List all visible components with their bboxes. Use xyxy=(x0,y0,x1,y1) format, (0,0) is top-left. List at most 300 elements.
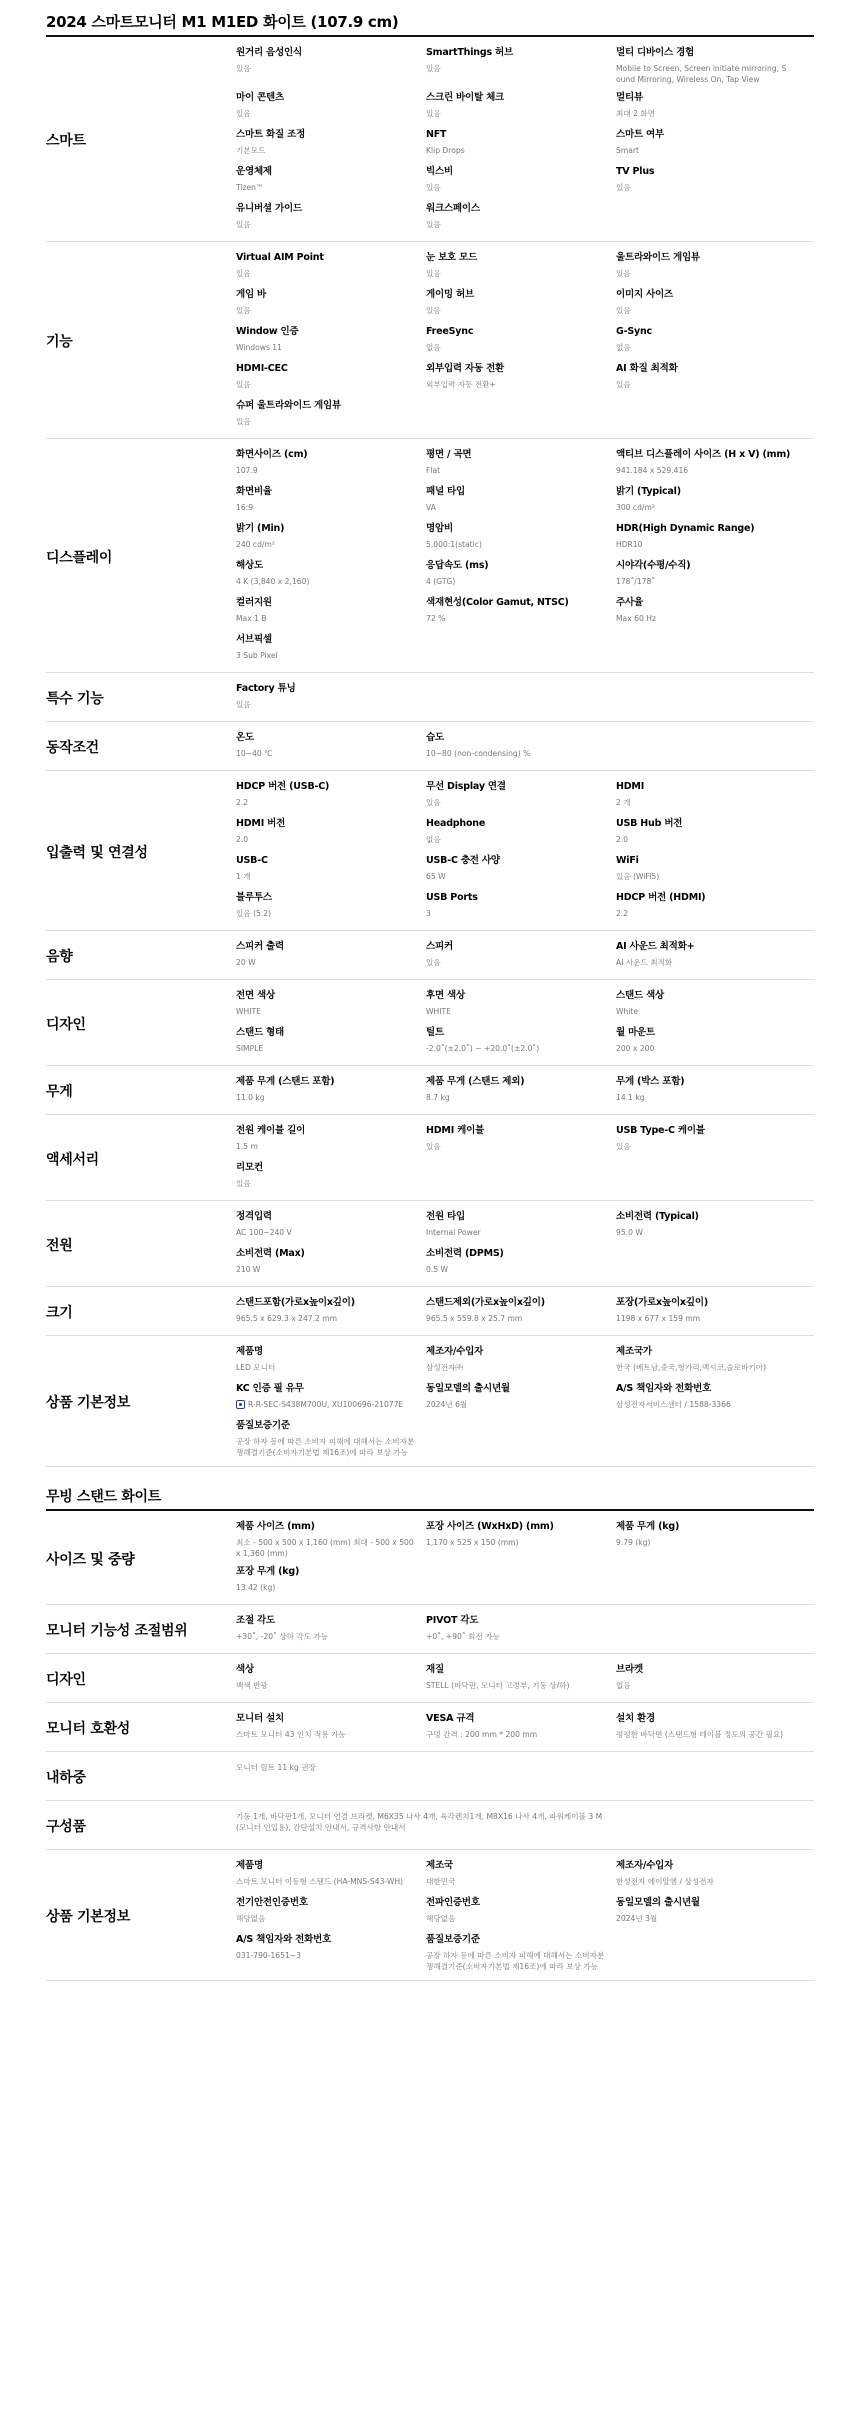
spec-label: HDMI xyxy=(616,781,645,792)
section-title: 기능 xyxy=(46,334,73,350)
spec-label: 색상 xyxy=(236,1664,254,1675)
spec-value: 200 x 200 xyxy=(616,1044,655,1053)
spec-label: Factory 튜닝 xyxy=(236,683,296,694)
spec-item xyxy=(236,400,426,430)
spec-item xyxy=(616,289,796,319)
spec-grid xyxy=(236,990,814,1057)
spec-item xyxy=(236,1162,426,1192)
spec-grid xyxy=(236,449,814,664)
spec-label: 무선 Display 연결 xyxy=(426,781,506,792)
spec-item xyxy=(236,252,426,282)
spec-value: 삼성전자㈜ xyxy=(426,1363,463,1372)
spec-section xyxy=(46,1115,814,1201)
spec-section xyxy=(46,931,814,980)
spec-section xyxy=(46,439,814,673)
spec-item xyxy=(236,1211,426,1241)
spec-label: 스탠드 형태 xyxy=(236,1027,284,1038)
spec-section xyxy=(46,1801,814,1850)
spec-label: 조절 각도 xyxy=(236,1615,276,1626)
spec-value: 65 W xyxy=(426,872,446,881)
spec-label: 포장(가로x높이x깊이) xyxy=(616,1297,708,1308)
spec-item xyxy=(616,523,796,553)
spec-label: 화면사이즈 (cm) xyxy=(236,449,308,460)
spec-value: SIMPLE xyxy=(236,1044,264,1053)
spec-item xyxy=(616,1521,796,1559)
spec-value: 백색 반광 xyxy=(236,1681,268,1690)
spec-label: 게임 바 xyxy=(236,289,267,300)
spec-item xyxy=(236,1420,426,1458)
spec-value: 3 Sub Pixel xyxy=(236,651,278,660)
spec-item xyxy=(426,1346,616,1376)
spec-value: Windows 11 xyxy=(236,343,282,352)
spec-value: 있음 xyxy=(236,380,251,389)
spec-label: 게이밍 허브 xyxy=(426,289,474,300)
spec-label: 제품명 xyxy=(236,1860,263,1871)
spec-item xyxy=(616,855,796,885)
section-title: 무게 xyxy=(46,1084,73,1100)
spec-section xyxy=(46,1605,814,1654)
spec-label: 동일모델의 출시년월 xyxy=(616,1897,700,1908)
spec-grid xyxy=(236,1860,814,1972)
spec-value: 2.0 xyxy=(616,835,629,844)
spec-value: 14.1 kg xyxy=(616,1093,645,1102)
spec-value: 1198 x 677 x 159 mm xyxy=(616,1314,701,1323)
spec-item xyxy=(236,1811,616,1841)
spec-value: 스마트 모니터 43 인치 적용 가능 xyxy=(236,1730,346,1739)
spec-label: TV Plus xyxy=(616,166,655,177)
spec-label: 정격입력 xyxy=(236,1211,272,1222)
spec-label: 이미지 사이즈 xyxy=(616,289,673,300)
spec-label: WiFi xyxy=(616,855,639,866)
spec-item xyxy=(426,289,616,319)
spec-label: 포장 사이즈 (WxHxD) (mm) xyxy=(426,1521,554,1532)
spec-value: VA xyxy=(426,503,436,512)
spec-label: 밝기 (Typical) xyxy=(616,486,681,497)
spec-value: Mobile to Screen, Screen initiate mirroring, Sound Mirroring, Wireless On, Tap View xyxy=(616,64,787,84)
spec-value: 5,000:1(static) xyxy=(426,540,482,549)
spec-label: 해상도 xyxy=(236,560,263,571)
spec-item xyxy=(236,597,426,627)
spec-label: A/S 책임자와 전화번호 xyxy=(236,1934,332,1945)
spec-item xyxy=(236,1897,426,1927)
spec-grid xyxy=(236,1664,814,1694)
spec-section xyxy=(46,980,814,1066)
spec-item xyxy=(236,129,426,159)
spec-label: 운영체제 xyxy=(236,166,272,177)
spec-item xyxy=(426,892,616,922)
spec-label: 전면 색상 xyxy=(236,990,276,1001)
spec-label: 스피커 xyxy=(426,941,453,952)
spec-item xyxy=(616,597,796,627)
spec-label: 제품 사이즈 (mm) xyxy=(236,1521,315,1532)
spec-grid xyxy=(236,683,814,713)
spec-label: 설치 환경 xyxy=(616,1713,656,1724)
spec-grid xyxy=(236,1762,814,1792)
spec-label: Headphone xyxy=(426,818,486,829)
spec-item xyxy=(426,781,616,811)
spec-item xyxy=(426,1897,616,1927)
section-title: 상품 기본정보 xyxy=(46,1395,130,1411)
spec-item xyxy=(616,486,796,516)
spec-item xyxy=(426,990,616,1020)
spec-grid xyxy=(236,941,814,971)
spec-section xyxy=(46,1511,814,1605)
spec-value: 해당없음 xyxy=(426,1914,456,1923)
spec-value: 대한민국 xyxy=(426,1877,456,1886)
spec-item xyxy=(236,1521,426,1559)
spec-label: 재질 xyxy=(426,1664,444,1675)
spec-label: USB Type-C 케이블 xyxy=(616,1125,705,1136)
spec-item xyxy=(426,1521,616,1559)
spec-label: 눈 보호 모드 xyxy=(426,252,478,263)
spec-item xyxy=(236,523,426,553)
section-title: 입출력 및 연결성 xyxy=(46,844,148,861)
spec-value: AC 100~240 V xyxy=(236,1228,292,1237)
spec-label: 원거리 음성인식 xyxy=(236,47,302,58)
spec-item xyxy=(236,634,426,664)
spec-item xyxy=(236,289,426,319)
spec-value: 0.5 W xyxy=(426,1265,448,1274)
spec-value: 1,170 x 525 x 150 (mm) xyxy=(426,1538,519,1547)
spec-label: 스탠드포함(가로x높이x깊이) xyxy=(236,1297,355,1308)
spec-label: PIVOT 각도 xyxy=(426,1615,479,1626)
spec-value: 95.0 W xyxy=(616,1228,643,1237)
spec-item xyxy=(426,449,616,479)
spec-item xyxy=(616,252,796,282)
spec-label: 서브픽셀 xyxy=(236,634,272,645)
spec-item xyxy=(616,92,796,122)
spec-value: 16:9 xyxy=(236,503,254,512)
spec-label: 제조국가 xyxy=(616,1346,652,1357)
spec-label: 제품 무게 (스탠드 포함) xyxy=(236,1076,335,1087)
spec-label: HDCP 버전 (USB-C) xyxy=(236,781,330,792)
spec-item xyxy=(236,203,426,233)
spec-label: 밝기 (Min) xyxy=(236,523,285,534)
spec-value: 있음 xyxy=(616,183,631,192)
spec-value: -2.0˚(±2.0˚) ~ +20.0˚(±2.0˚) xyxy=(426,1044,540,1053)
spec-grid xyxy=(236,1811,814,1841)
spec-item xyxy=(236,1346,426,1376)
spec-value: 있음 xyxy=(236,109,251,118)
spec-value: 2024년 6월 xyxy=(426,1400,468,1409)
spec-label: 무게 (박스 포함) xyxy=(616,1076,685,1087)
spec-item xyxy=(236,449,426,479)
spec-label: A/S 책임자와 전화번호 xyxy=(616,1383,712,1394)
spec-value: 10~80 (non-condensing) % xyxy=(426,749,531,758)
spec-value: 구멍 간격 : 200 mm * 200 mm xyxy=(426,1730,538,1739)
spec-value: Klip Drops xyxy=(426,146,465,155)
stand-spec-sections xyxy=(46,1511,814,1981)
spec-value: 3 xyxy=(426,909,431,918)
spec-label: 평면 / 곡면 xyxy=(426,449,472,460)
spec-label: USB Hub 버전 xyxy=(616,818,683,829)
section-title: 모니터 호환성 xyxy=(46,1721,130,1737)
spec-item xyxy=(426,203,616,233)
spec-value: 기둥 1개, 바닥판1개, 모니터 연결 브라켓, M6X35 나사 4개, 육각렌치1개, M8X16 나사 4개, 파워케이블 3 M (모니터 인입용), 간단설치 안내서, 규격사항 안내서 xyxy=(236,1812,603,1832)
spec-label: 스피커 출력 xyxy=(236,941,284,952)
spec-item xyxy=(616,818,796,848)
spec-item xyxy=(236,326,426,356)
spec-label: 멀티 디바이스 경험 xyxy=(616,47,695,58)
spec-value: 2024년 3월 xyxy=(616,1914,658,1923)
spec-item xyxy=(426,486,616,516)
spec-label: VESA 규격 xyxy=(426,1713,475,1724)
spec-value: 2.2 xyxy=(616,909,629,918)
spec-label: 제품 무게 (스탠드 제외) xyxy=(426,1076,525,1087)
spec-value: 모니터 릴트 11 kg 권장 xyxy=(236,1763,316,1772)
spec-value: 삼성전자서비스센터 / 1588-3366 xyxy=(616,1400,731,1409)
spec-grid xyxy=(236,1211,814,1278)
spec-item xyxy=(426,732,616,762)
spec-item xyxy=(426,1076,616,1106)
spec-item xyxy=(616,892,796,922)
spec-item xyxy=(236,855,426,885)
spec-label: 품질보증기준 xyxy=(426,1934,480,1945)
spec-item xyxy=(236,47,426,85)
spec-label: 리모컨 xyxy=(236,1162,263,1173)
spec-item xyxy=(616,363,796,393)
spec-item xyxy=(616,326,796,356)
spec-value: 있음 (WiFi5) xyxy=(616,872,660,881)
spec-item xyxy=(236,166,426,196)
spec-value: +30˚, -20˚ 상하 각도 가능 xyxy=(236,1632,329,1641)
spec-value: Flat xyxy=(426,466,441,475)
spec-item xyxy=(426,597,616,627)
spec-item xyxy=(616,1027,796,1057)
spec-label: HDCP 버전 (HDMI) xyxy=(616,892,706,903)
spec-label: 명암비 xyxy=(426,523,453,534)
spec-value: 965.5 x 629.3 x 247.2 mm xyxy=(236,1314,338,1323)
spec-value: 있음 xyxy=(426,220,441,229)
section-title: 동작조건 xyxy=(46,740,99,756)
spec-item xyxy=(236,1566,426,1596)
spec-value: 4 (GTG) xyxy=(426,577,456,586)
section-title: 내하중 xyxy=(46,1770,86,1786)
spec-value: 있음 xyxy=(236,700,251,709)
page-title: 2024 스마트모니터 M1 M1ED 화이트 (107.9 cm) xyxy=(46,11,814,37)
sub-title: 무빙 스탠드 화이트 xyxy=(46,1487,814,1511)
spec-value: 외부입력 자동 전환+ xyxy=(426,380,496,389)
spec-label: USB-C 충전 사양 xyxy=(426,855,500,866)
spec-item xyxy=(236,818,426,848)
section-title: 구성품 xyxy=(46,1819,86,1835)
spec-item xyxy=(236,560,426,590)
spec-item xyxy=(616,1713,796,1743)
spec-item xyxy=(426,1860,616,1890)
spec-label: 월 마운트 xyxy=(616,1027,656,1038)
spec-value: 있음 xyxy=(236,306,251,315)
spec-label: 브라켓 xyxy=(616,1664,643,1675)
section-title: 모니터 기능성 조절범위 xyxy=(46,1623,188,1639)
spec-section xyxy=(46,1336,814,1467)
spec-value: 있음 xyxy=(426,64,441,73)
spec-label: 블루투스 xyxy=(236,892,272,903)
spec-grid xyxy=(236,781,814,922)
spec-value: 없음 xyxy=(616,1681,631,1690)
spec-value: STELL (바닥판, 모니터 고정부, 기둥 상/하) xyxy=(426,1681,570,1690)
spec-label: 소비전력 (Max) xyxy=(236,1248,305,1259)
spec-item xyxy=(236,92,426,122)
spec-value: White xyxy=(616,1007,639,1016)
spec-section xyxy=(46,771,814,931)
spec-grid xyxy=(236,47,814,233)
spec-value: 없음 xyxy=(426,343,441,352)
section-title: 디스플레이 xyxy=(46,549,113,566)
spec-item xyxy=(616,449,796,479)
spec-item xyxy=(426,129,616,159)
section-title: 음향 xyxy=(46,949,73,965)
spec-value: 한국 (베트남,중국,헝가리,멕시코,슬로바키아) xyxy=(616,1363,767,1372)
spec-label: 패널 타입 xyxy=(426,486,466,497)
spec-value: 1.5 m xyxy=(236,1142,258,1151)
spec-value: 178˚/178˚ xyxy=(616,577,656,586)
spec-item xyxy=(616,47,796,85)
spec-value: 240 cd/m² xyxy=(236,540,275,549)
spec-label: 스탠드 색상 xyxy=(616,990,664,1001)
spec-item xyxy=(236,892,426,922)
spec-value: 300 cd/m² xyxy=(616,503,655,512)
spec-item xyxy=(236,732,426,762)
spec-value: 있음 (5.2) xyxy=(236,909,272,918)
spec-item xyxy=(426,1383,616,1413)
spec-value: Tizen™ xyxy=(236,183,264,192)
spec-item xyxy=(426,523,616,553)
spec-label: 제조자/수입자 xyxy=(426,1346,484,1357)
spec-label: 습도 xyxy=(426,732,444,743)
spec-label: 슈퍼 울트라와이드 게임뷰 xyxy=(236,400,341,411)
spec-label: 컬러지원 xyxy=(236,597,272,608)
spec-item xyxy=(616,1860,796,1890)
spec-value: 기본모드 xyxy=(236,146,266,155)
spec-label: SmartThings 허브 xyxy=(426,47,513,58)
spec-item xyxy=(426,1615,616,1645)
spec-label: 소비전력 (DPMS) xyxy=(426,1248,504,1259)
spec-item xyxy=(616,166,796,196)
spec-label: 품질보증기준 xyxy=(236,1420,290,1431)
spec-label: 스탠드제외(가로x높이x깊이) xyxy=(426,1297,545,1308)
spec-value: 있음 xyxy=(616,1142,631,1151)
spec-label: 스마트 화질 조정 xyxy=(236,129,306,140)
spec-item xyxy=(236,1076,426,1106)
spec-label: G-Sync xyxy=(616,326,652,337)
spec-section xyxy=(46,1752,814,1801)
spec-value: 한성전자 에이알엠 / 삼성전자 xyxy=(616,1877,714,1886)
spec-label: KC 인증 필 유무 xyxy=(236,1383,304,1394)
spec-label: 소비전력 (Typical) xyxy=(616,1211,699,1222)
section-title: 상품 기본정보 xyxy=(46,1909,130,1925)
spec-label: 제조국 xyxy=(426,1860,453,1871)
spec-value: Max 60 Hz xyxy=(616,614,656,623)
kc-cert-icon xyxy=(236,1400,245,1409)
spec-label: 전파인증번호 xyxy=(426,1897,480,1908)
spec-item xyxy=(236,1762,616,1792)
spec-item xyxy=(426,363,616,393)
spec-label: 동일모델의 출시년월 xyxy=(426,1383,510,1394)
spec-label: HDMI 케이블 xyxy=(426,1125,485,1136)
spec-value: 최소 - 500 x 500 x 1,160 (mm) 최대 - 500 x 500 x 1,360 (mm) xyxy=(236,1538,414,1558)
spec-label: Window 인증 xyxy=(236,326,299,337)
spec-value: 해당없음 xyxy=(236,1914,266,1923)
spec-grid xyxy=(236,1076,814,1106)
spec-item xyxy=(426,1027,616,1057)
spec-item xyxy=(426,1664,616,1694)
spec-item xyxy=(616,1297,796,1327)
spec-label: USB Ports xyxy=(426,892,478,903)
spec-value: 있음 xyxy=(236,1179,251,1188)
spec-value: 있음 xyxy=(616,380,631,389)
spec-value: 8.7 kg xyxy=(426,1093,450,1102)
spec-item xyxy=(616,560,796,590)
spec-label: 온도 xyxy=(236,732,254,743)
spec-value: LED 모니터 xyxy=(236,1363,276,1372)
spec-section xyxy=(46,722,814,771)
spec-value: 941.184 x 529.416 xyxy=(616,466,689,475)
spec-value: 있음 xyxy=(426,183,441,192)
spec-item xyxy=(426,1211,616,1241)
spec-grid xyxy=(236,1713,814,1743)
spec-section xyxy=(46,1201,814,1287)
spec-value: WHITE xyxy=(426,1007,451,1016)
spec-value: 031-790-1651~3 xyxy=(236,1951,301,1960)
spec-label: 외부입력 자동 전환 xyxy=(426,363,505,374)
spec-item xyxy=(616,1346,796,1376)
spec-grid xyxy=(236,732,814,762)
spec-item xyxy=(426,1297,616,1327)
spec-item xyxy=(236,1934,426,1972)
spec-value: 2.0 xyxy=(236,835,249,844)
spec-item xyxy=(426,92,616,122)
spec-label: 제품 무게 (kg) xyxy=(616,1521,680,1532)
spec-label: FreeSync xyxy=(426,326,474,337)
spec-grid xyxy=(236,252,814,430)
spec-label: AI 화질 최적화 xyxy=(616,363,678,374)
spec-value: WHITE xyxy=(236,1007,261,1016)
spec-value: 있음 xyxy=(426,306,441,315)
spec-label: 스크린 바이탈 체크 xyxy=(426,92,505,103)
spec-section xyxy=(46,1066,814,1115)
spec-value: Smart xyxy=(616,146,639,155)
spec-label: 유니버셜 가이드 xyxy=(236,203,302,214)
spec-label: HDR(High Dynamic Range) xyxy=(616,523,755,534)
spec-label: 포장 무게 (kg) xyxy=(236,1566,300,1577)
spec-item xyxy=(236,1860,426,1890)
spec-item xyxy=(616,941,796,971)
spec-grid xyxy=(236,1125,814,1192)
spec-label: 응답속도 (ms) xyxy=(426,560,489,571)
spec-label: 틸트 xyxy=(426,1027,444,1038)
spec-value: 최대 2 화면 xyxy=(616,109,656,118)
spec-value: 1 개 xyxy=(236,872,251,881)
spec-label: 울트라와이드 게임뷰 xyxy=(616,252,700,263)
spec-value: 있음 xyxy=(236,417,251,426)
spec-label: 색재현성(Color Gamut, NTSC) xyxy=(426,597,569,608)
spec-label: 스마트 여부 xyxy=(616,129,664,140)
spec-section xyxy=(46,1850,814,1981)
section-title: 디자인 xyxy=(46,1672,86,1688)
spec-value: 있음 xyxy=(236,220,251,229)
spec-label: 주사율 xyxy=(616,597,643,608)
spec-value: 2.2 xyxy=(236,798,249,807)
spec-value: 4 K (3,840 x 2,160) xyxy=(236,577,310,586)
spec-item xyxy=(236,683,426,713)
spec-value: 없음 xyxy=(426,835,441,844)
spec-item xyxy=(616,1664,796,1694)
spec-value: 2 개 xyxy=(616,798,631,807)
spec-label: 제품명 xyxy=(236,1346,263,1357)
spec-item xyxy=(236,990,426,1020)
spec-item xyxy=(236,1027,426,1057)
spec-value: 평평한 바닥면 (스탠드형 테이블 정도의 공간 필요) xyxy=(616,1730,784,1739)
